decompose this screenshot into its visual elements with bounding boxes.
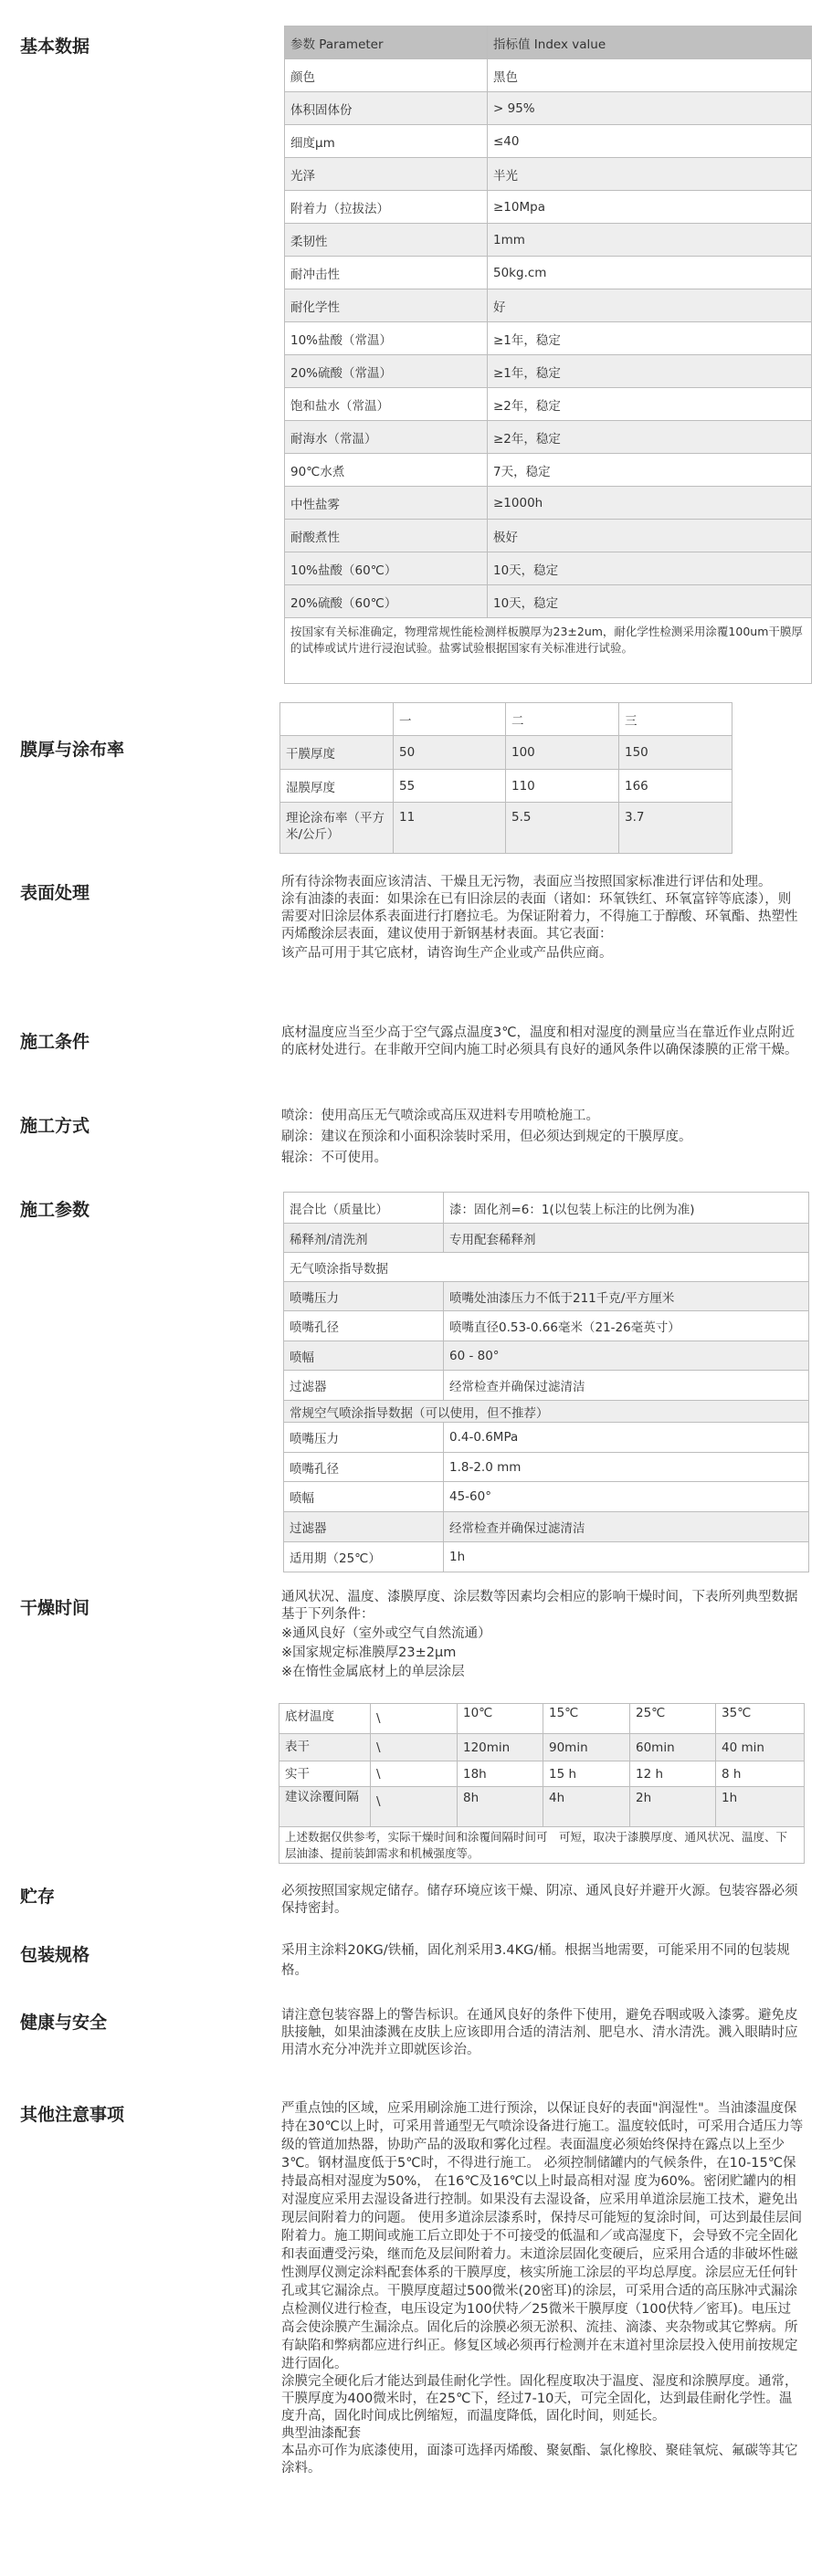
table-row xyxy=(285,322,812,355)
row-label: 表干 xyxy=(279,1734,371,1761)
table-row xyxy=(285,59,812,92)
cell-value: 50 xyxy=(394,736,506,770)
basic-data-table-container xyxy=(284,26,812,684)
cell-value: 120min xyxy=(458,1734,543,1761)
param-name: 过滤器 xyxy=(284,1512,444,1542)
cell-value: \ xyxy=(371,1734,458,1761)
table-note-row xyxy=(285,618,812,684)
header-index-value: 指标值 Index value xyxy=(488,26,812,59)
surface-treatment-text xyxy=(281,874,804,962)
section-title-other-notes: 其他注意事项 xyxy=(20,2105,125,2125)
header-empty xyxy=(280,703,394,736)
condition-item: ※国家规定标准膜厚23±2μm xyxy=(281,1645,457,1660)
cell-value: \ xyxy=(371,1704,458,1734)
cell-value: 60min xyxy=(630,1734,716,1761)
construction-params-table xyxy=(283,1192,809,1572)
section-title-construction-method: 施工方式 xyxy=(20,1116,90,1136)
cell-value: 150 xyxy=(619,736,732,770)
table-row xyxy=(285,520,812,552)
construction-conditions-text xyxy=(281,1025,804,1059)
param-value: 好 xyxy=(488,289,812,322)
table-row xyxy=(284,1193,809,1224)
section-title-drying-time: 干燥时间 xyxy=(20,1598,90,1618)
param-name: 混合比（质量比） xyxy=(284,1193,444,1224)
param-name: 10%盐酸（60℃） xyxy=(285,552,488,585)
table-row xyxy=(285,388,812,421)
section-title-health-safety: 健康与安全 xyxy=(20,2013,108,2033)
header-coat-1: 一 xyxy=(394,703,506,736)
param-name: 附着力（拉拔法） xyxy=(285,191,488,224)
cell-value: 4h xyxy=(543,1787,630,1827)
param-value: ≥10Mpa xyxy=(488,191,812,224)
row-label: 底材温度 xyxy=(279,1704,371,1734)
cell-value: \ xyxy=(371,1761,458,1787)
param-value: 黑色 xyxy=(488,59,812,92)
cell-value: 18h xyxy=(458,1761,543,1787)
cell-value: 15℃ xyxy=(543,1704,630,1734)
air-spray-subheader: 常规空气喷涂指导数据（可以使用，但不推荐） xyxy=(284,1401,809,1423)
param-name: 中性盐雾 xyxy=(285,487,488,520)
drying-time-text xyxy=(281,1589,804,1681)
table-row xyxy=(285,257,812,289)
table-row xyxy=(285,125,812,158)
paragraph: 通风状况、温度、漆膜厚度、涂层数等因素均会相应的影响干燥时间，下表所列典型数据基于下列条件： xyxy=(281,1590,798,1622)
param-value: 7天，稳定 xyxy=(488,454,812,487)
construction-method-text xyxy=(281,1108,804,1167)
table-row xyxy=(279,1734,805,1761)
table-row xyxy=(285,158,812,191)
storage-text xyxy=(281,1883,804,1918)
cell-value: 35℃ xyxy=(716,1704,805,1734)
cell-value: 8 h xyxy=(716,1761,805,1787)
cell-value: \ xyxy=(371,1787,458,1827)
construction-params-table-container xyxy=(283,1192,809,1572)
paragraph: 辊涂：不可使用。 xyxy=(281,1151,387,1165)
param-name: 10%盐酸（常温） xyxy=(285,322,488,355)
param-name: 耐海水（常温） xyxy=(285,421,488,454)
paragraph: 所有待涂物表面应该清洁、干燥且无污物，表面应当按照国家标准进行评估和处理。 xyxy=(281,875,772,889)
table-row xyxy=(279,1704,805,1734)
other-notes-text xyxy=(281,2099,804,2477)
basic-data-table xyxy=(284,26,812,684)
table-row xyxy=(285,421,812,454)
param-value: 经常检查并确保过滤清洁 xyxy=(444,1371,809,1401)
param-value: ≥2年，稳定 xyxy=(488,421,812,454)
table-row xyxy=(285,191,812,224)
film-thickness-table-container xyxy=(279,702,732,854)
row-label: 理论涂布率（平方米/公斤） xyxy=(280,803,394,854)
table-row xyxy=(284,1542,809,1572)
param-name: 体积固体份 xyxy=(285,92,488,125)
table-row xyxy=(279,1787,805,1827)
table-subheader-row xyxy=(284,1253,809,1282)
param-name: 过滤器 xyxy=(284,1371,444,1401)
table-row xyxy=(284,1482,809,1512)
param-value: 10天，稳定 xyxy=(488,552,812,585)
cell-value: 2h xyxy=(630,1787,716,1827)
paragraph: 严重点蚀的区域，应采用刷涂施工进行预涂，以保证良好的表面"润湿性"。当油漆温度保持在30℃以上时，可采用普通型无气喷涂设备进行施工。温度较低时，可采用合适压力等级的管道加热器，协助产品的汲取和雾化过程。表面温度必须始终保持在露点以上至少3℃。钢材温度低于5℃时，不得进行施工。 必须控制储罐内的气候条件，在10-15℃保持最高相对湿度为50%， 在16℃及16℃以上时最高相对湿 度为60%。密闭贮罐内的相对湿度应采用去湿设备进行控制。如果没有去湿设备，应采用单道涂层施工技术，避免出现层间附着力的问题。 使用多道涂层漆系时，保持尽可能短的复涂时间，可达到最佳层间附着力。施工期间或施工后立即处于不可接受的低温和／或高湿度下，会导致不完全固化和表面遭受污染，继而危及层间附着力。末道涂层固化变硬后，应采用合适的非破坏性磁性测厚仪测定涂料配套体系的干膜厚度，核实所施工涂层的平均总厚度。涂层应无任何针孔或其它漏涂点。干膜厚度超过500微米(20密耳)的涂层，可采用合适的高压脉冲式漏涂点检测仪进行检查，电压设定为100伏特／25微米干膜厚度（100伏特／密耳)。电压过高会使涂膜产生漏涂点。固化后的涂膜必须无淤积、流挂、滴漆、夹杂物或其它弊病。所有缺陷和弊病都应进行纠正。修复区域必须再行检测并在末道衬里涂层投入使用前按规定进行固化。 xyxy=(281,2101,804,2371)
cell-value: 1h xyxy=(716,1787,805,1827)
table-row xyxy=(284,1423,809,1453)
param-name: 耐化学性 xyxy=(285,289,488,322)
param-name: 适用期（25℃） xyxy=(284,1542,444,1572)
param-value: 50kg.cm xyxy=(488,257,812,289)
param-value: 半光 xyxy=(488,158,812,191)
table-row xyxy=(284,1341,809,1371)
table-row xyxy=(285,355,812,388)
table-subheader-row xyxy=(284,1401,809,1423)
cell-value: 55 xyxy=(394,770,506,803)
cell-value: 5.5 xyxy=(506,803,619,854)
condition-item: ※通风良好（室外或空气自然流通） xyxy=(281,1626,491,1641)
table-note-row xyxy=(279,1827,805,1864)
param-value: 1h xyxy=(444,1542,809,1572)
param-value: 1.8-2.0 mm xyxy=(444,1453,809,1482)
cell-value: 110 xyxy=(506,770,619,803)
section-title-packaging: 包装规格 xyxy=(20,1945,90,1965)
param-name: 光泽 xyxy=(285,158,488,191)
paragraph: 采用主涂料20KG/铁桶，固化剂采用3.4KG/桶。根据当地需要，可能采用不同的包装规格。 xyxy=(281,1943,790,1978)
param-value: 专用配套稀释剂 xyxy=(444,1224,809,1253)
param-value: ≤40 xyxy=(488,125,812,158)
drying-time-note: 上述数据仅供参考，实际干燥时间和涂覆间隔时间可 可短，取决于漆膜厚度、通风状况、温度、下层油漆、提前装卸需求和机械强度等。 xyxy=(279,1827,805,1864)
drying-time-table-container xyxy=(279,1703,805,1864)
table-header-row xyxy=(280,703,732,736)
subheading: 典型油漆配套 xyxy=(281,2426,361,2441)
table-header-row xyxy=(285,26,812,59)
param-name: 喷嘴压力 xyxy=(284,1423,444,1453)
param-name: 20%硫酸（常温） xyxy=(285,355,488,388)
param-value: ≥1年，稳定 xyxy=(488,355,812,388)
table-row xyxy=(280,736,732,770)
section-title-construction-conditions: 施工条件 xyxy=(20,1032,90,1052)
row-label: 建议涂覆间隔 xyxy=(279,1787,371,1827)
param-name: 20%硫酸（60℃） xyxy=(285,585,488,618)
cell-value: 11 xyxy=(394,803,506,854)
section-title-film-thickness: 膜厚与涂布率 xyxy=(20,740,125,760)
table-row xyxy=(285,289,812,322)
header-coat-3: 三 xyxy=(619,703,732,736)
condition-item: ※在惰性金属底材上的单层涂层 xyxy=(281,1665,465,1679)
header-parameter: 参数 Parameter xyxy=(285,26,488,59)
section-title-basic-data: 基本数据 xyxy=(20,37,90,57)
cell-value: 166 xyxy=(619,770,732,803)
param-value: 10天，稳定 xyxy=(488,585,812,618)
paragraph: 本品亦可作为底漆使用，面漆可选择丙烯酸、聚氨酯、氯化橡胶、聚硅氧烷、氟碳等其它涂料。 xyxy=(281,2444,798,2476)
cell-value: 8h xyxy=(458,1787,543,1827)
param-value: ≥1年，稳定 xyxy=(488,322,812,355)
param-value: 喷嘴处油漆压力不低于211千克/平方厘米 xyxy=(444,1282,809,1311)
paragraph: 喷涂：使用高压无气喷涂或高压双进料专用喷枪施工。 xyxy=(281,1109,599,1123)
param-value: 极好 xyxy=(488,520,812,552)
cell-value: 12 h xyxy=(630,1761,716,1787)
param-value: ≥2年，稳定 xyxy=(488,388,812,421)
param-name: 柔韧性 xyxy=(285,224,488,257)
param-value: 45-60° xyxy=(444,1482,809,1512)
section-title-construction-params: 施工参数 xyxy=(20,1200,90,1220)
param-name: 细度μm xyxy=(285,125,488,158)
param-name: 喷嘴压力 xyxy=(284,1282,444,1311)
cell-value: 10℃ xyxy=(458,1704,543,1734)
table-row xyxy=(285,224,812,257)
param-name: 耐冲击性 xyxy=(285,257,488,289)
paragraph: 涂有油漆的表面：如果涂在已有旧涂层的表面（诸如：环氧铁红、环氧富锌等底漆），则需要对旧涂层体系表面进行打磨拉毛。为保证附着力，不得施工于醇酸、环氧酯、热塑性丙烯酸涂层表面，建议使用于新钢基材表面。其它表面： xyxy=(281,892,798,941)
airless-spray-subheader: 无气喷涂指导数据 xyxy=(284,1253,809,1282)
table-row xyxy=(285,92,812,125)
row-label: 湿膜厚度 xyxy=(280,770,394,803)
header-coat-2: 二 xyxy=(506,703,619,736)
param-value: 1mm xyxy=(488,224,812,257)
table-row xyxy=(285,454,812,487)
paragraph: 请注意包装容器上的警告标识。在通风良好的条件下使用，避免吞咽或吸入漆雾。避免皮肤接触，如果油漆溅在皮肤上应该即用合适的清洁剂、肥皂水、清水清洗。溅入眼睛时应用清水充分冲洗并立即就医诊治。 xyxy=(281,2008,798,2057)
table-row xyxy=(285,487,812,520)
param-name: 饱和盐水（常温） xyxy=(285,388,488,421)
param-name: 90℃水煮 xyxy=(285,454,488,487)
param-name: 颜色 xyxy=(285,59,488,92)
param-name: 稀释剂/清洗剂 xyxy=(284,1224,444,1253)
film-thickness-table xyxy=(279,702,732,854)
packaging-text xyxy=(281,1940,804,1981)
row-label: 干膜厚度 xyxy=(280,736,394,770)
table-row xyxy=(280,803,732,854)
table-row xyxy=(284,1282,809,1311)
table-row xyxy=(284,1224,809,1253)
paragraph: 必须按照国家规定储存。储存环境应该干燥、阴凉、通风良好并避开火源。包装容器必须保持密封。 xyxy=(281,1884,798,1916)
table-row xyxy=(280,770,732,803)
basic-data-note: 按国家有关标准确定，物理常规性能检测样板膜厚为23±2um，耐化学性检测采用涂覆100um干膜厚的试棒或试片进行浸泡试验。盐雾试验根据国家有关标准进行试验。 xyxy=(285,618,812,684)
param-value: 0.4-0.6MPa xyxy=(444,1423,809,1453)
param-value: 漆：固化剂=6：1(以包装上标注的比例为准) xyxy=(444,1193,809,1224)
param-value: 经常检查并确保过滤清洁 xyxy=(444,1512,809,1542)
table-row xyxy=(284,1371,809,1401)
cell-value: 15 h xyxy=(543,1761,630,1787)
cell-value: 3.7 xyxy=(619,803,732,854)
paragraph: 涂膜完全硬化后才能达到最佳耐化学性。固化程度取决于温度、湿度和涂膜厚度。通常，干膜厚度为400微米时，在25℃下，经过7-10天，可完全固化，达到最佳耐化学性。温度升高，固化时间成比例缩短，而温度降低，固化时间，则延长。 xyxy=(281,2374,798,2424)
cell-value: 100 xyxy=(506,736,619,770)
row-label: 实干 xyxy=(279,1761,371,1787)
table-row xyxy=(285,585,812,618)
paragraph: 刷涂：建议在预涂和小面积涂装时采用，但必须达到规定的干膜厚度。 xyxy=(281,1130,692,1144)
table-row xyxy=(284,1311,809,1341)
health-safety-text xyxy=(281,2007,804,2059)
cell-value: 40 min xyxy=(716,1734,805,1761)
section-title-surface-treatment: 表面处理 xyxy=(20,883,90,903)
paragraph: 底材温度应当至少高于空气露点温度3℃，温度和相对湿度的测量应当在靠近作业点附近的底材处进行。在非敞开空间内施工时必须具有良好的通风条件以确保漆膜的正常干燥。 xyxy=(281,1025,798,1057)
param-value: > 95% xyxy=(488,92,812,125)
param-value: ≥1000h xyxy=(488,487,812,520)
param-value: 喷嘴直径0.53-0.66毫米（21-26毫英寸） xyxy=(444,1311,809,1341)
table-row xyxy=(285,552,812,585)
table-row xyxy=(284,1512,809,1542)
param-name: 喷嘴孔径 xyxy=(284,1311,444,1341)
cell-value: 25℃ xyxy=(630,1704,716,1734)
param-name: 耐酸煮性 xyxy=(285,520,488,552)
param-name: 喷幅 xyxy=(284,1341,444,1371)
param-name: 喷幅 xyxy=(284,1482,444,1512)
drying-time-table xyxy=(279,1703,805,1864)
paragraph: 该产品可用于其它底材，请咨询生产企业或产品供应商。 xyxy=(281,946,613,961)
section-title-storage: 贮存 xyxy=(20,1887,56,1907)
table-row xyxy=(284,1453,809,1482)
cell-value: 90min xyxy=(543,1734,630,1761)
table-row xyxy=(279,1761,805,1787)
param-value: 60 - 80° xyxy=(444,1341,809,1371)
param-name: 喷嘴孔径 xyxy=(284,1453,444,1482)
